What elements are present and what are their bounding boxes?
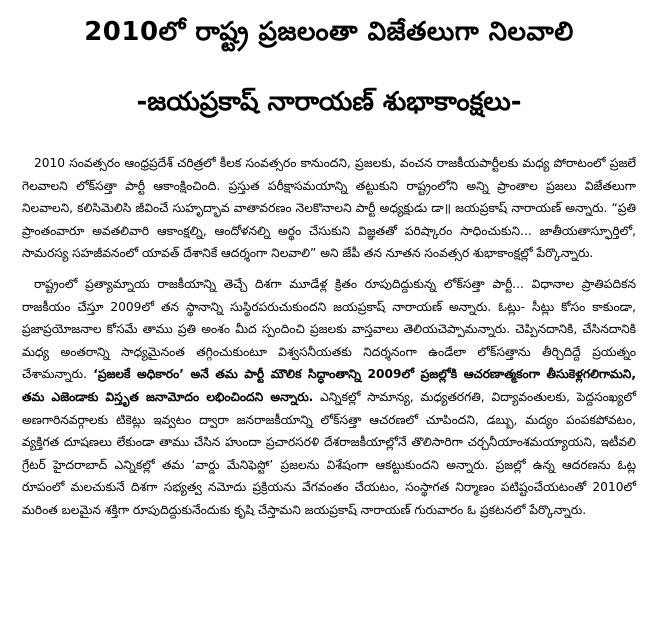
paragraph-2-bold-quote: ‘ప్రజలకే అధికారం’ అనే తమ పార్టీ మౌలిక సిద్ధాంతాన్ని 2009లో ప్రజల్లోకి ఆచరణాత్మకంగా తీసుకెళ్లగలిగామని, తమ ఎజెండాకు విస్తృత జనామోదం లభించిందని అన్నారు. <box>22 367 636 404</box>
article-body <box>22 152 636 522</box>
article-subheadline: -జయప్రకాష్ నారాయణ్ శుభాకాంక్షలు- <box>136 87 522 117</box>
paragraph-2-text-a: రాష్ట్రంలో ప్రత్యామ్నాయ రాజకీయాన్ని తెచ్చే దిశగా మూడేళ్ల క్రితం రూపుదిద్దుకున్న లోక్‌సత్తా పార్టీ... విధానాల ప్రాతిపదికన రాజకీయం చేస్తూ 2009లో తన స్థానాన్ని సుస్థిరపరుచుకుందని జయప్రకాష్ నారాయణ్ అన్నారు. ఓట్లు- సీట్లు కోసం కాకుండా, ప్రజాప్రయోజనాల కోసమే తాము ప్రతి అంశం మీద స్పందించి ప్రజలకు వాస్తవాలు తెలియచెప్పామన్నారు. చెప్పినదానికి, చేసినదానికి మధ్య అంతరాన్ని సాధ్యమైనంత తగ్గించుకుంటూ విశ్వసనీయతకు నిదర్శనంగా ఉండేలా లోక్‌సత్తాను తీర్చిదిద్దే ప్రయత్నం చేశామన్నారు. <box>22 276 636 382</box>
article-paragraph-2 <box>22 273 636 522</box>
article-headline: 2010లో రాష్ట్ర ప్రజలంతా విజేతలుగా నిలవాలి <box>84 17 574 47</box>
paragraph-2-text-b: ఎన్నికల్లో సామాన్య, మధ్యతరగతి, విద్యావంతులకు, పెద్దసంఖ్యలో అణగారినవర్గాలకు టికెట్లు ఇవ్వటం ద్వారా జనరాజకీయాన్ని లోక్‌సత్తా ఆచరణలో చూపిందని, డబ్బు, మద్యం పంపకపోవటం, వ్యక్తిగత దూషణలు లేకుండా తాము చేసిన హుందా ప్రచారసరళి దేశరాజకీయాల్లోనే తొలిసారిగా చర్చనీయాంశమయ్యాయని, ఇటీవలి గ్రేటర్ హైదరాబాద్ ఎన్నికల్లో తమ ‘వార్డు మేనిఫెస్టో’ ప్రజలను విశేషంగా ఆకట్టుకుందని అన్నారు. ప్రజల్లో ఉన్న ఆదరణను ఓట్ల రూపంలో మలచుకునే దిశగా సభ్యత్వ నమోదు ప్రక్రియను వేగవంతం చేయటం, సంస్థాగత నిర్మాణం పటిష్టంచేయటంతో 2010లో మరింత బలమైన శక్తిగా రూపుదిద్దుకునేందుకు కృషి చేస్తామని జయప్రకాష్ నారాయణ్ గురువారం ఓ ప్రకటనలో పేర్కొన్నారు. <box>22 389 636 517</box>
article-paragraph-1 <box>22 152 636 265</box>
paragraph-1-text: 2010 సంవత్సరం ఆంధ్రప్రదేశ్ చరిత్రలో కీలక సంవత్సరం కానుందని, ప్రజలకు, వంచన రాజకీయపార్టీలకు మధ్య పోరాటంలో ప్రజలే గెలవాలని లోక్‌సత్తా పార్టీ ఆకాంక్షించింది. ప్రస్తుత పరీక్షాసమయాన్ని తట్టుకుని రాష్ట్రంలోని అన్ని ప్రాంతాల ప్రజలు విజేతలుగా నిలవాలని, కలిసిమెలిసి జీవించే సుహృద్భావ వాతావరణం నెలకొనాలని పార్టీ అధ్యక్షుడు డా॥ జయప్రకాష్ నారాయణ్ అన్నారు. “ప్రతి ప్రాంతంవారూ అవతలివారి ఆకాంక్షల్ని, ఆందోళనల్ని అర్థం చేసుకుని విజ్ఞతతో పరిష్కారం సాధించుకుని... జాతీయతాస్ఫూర్తిలో, సామరస్య సహజీవనంలో యావత్ దేశానికే ఆదర్శంగా నిలవాలి” అని జేపీ తన నూతన సంవత్సర శుభాకాంక్షల్లో పేర్కొన్నారు. <box>22 156 636 261</box>
